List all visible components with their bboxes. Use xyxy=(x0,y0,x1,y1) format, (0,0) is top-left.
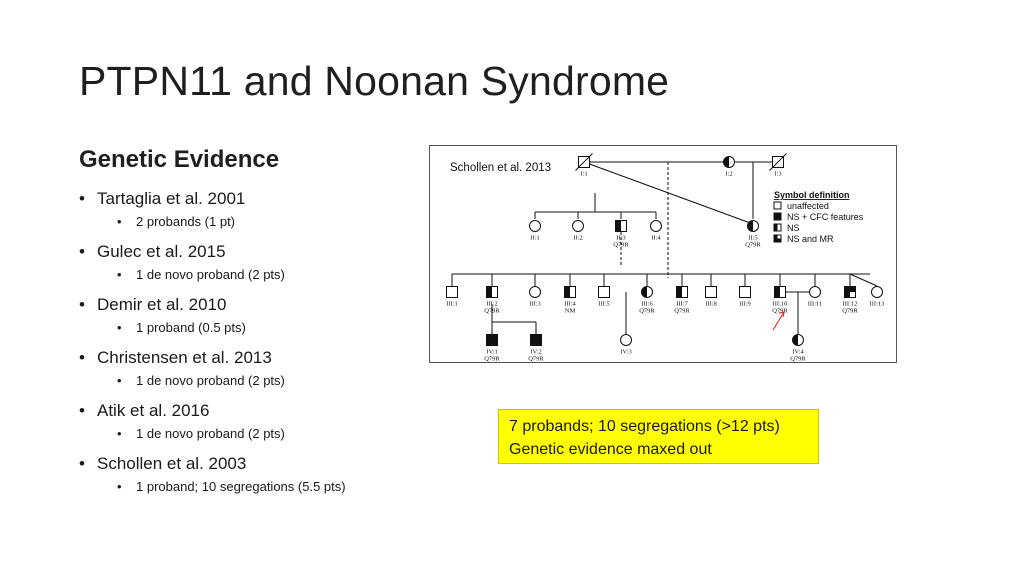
evidence-citation: • Tartaglia et al. 2001 xyxy=(79,186,419,212)
evidence-detail: • 1 proband (0.5 pts) xyxy=(79,318,419,345)
individual-id: II:5 xyxy=(748,234,758,242)
individual-id: III:3 xyxy=(529,300,541,308)
pedigree-individual xyxy=(651,221,662,242)
pedigree-individual xyxy=(745,221,761,249)
proband-arrow-icon xyxy=(773,312,784,330)
pedigree-individual xyxy=(529,287,541,308)
individual-id: I:2 xyxy=(725,170,733,178)
legend-item-label: unaffected xyxy=(787,201,829,211)
individual-id: IV:1 xyxy=(486,348,498,356)
pedigree-diagram xyxy=(430,146,898,364)
pedigree-individual xyxy=(639,287,655,315)
half-fill xyxy=(616,221,622,232)
individual-id: III:5 xyxy=(598,300,610,308)
female-symbol xyxy=(530,287,541,298)
individual-id: II:3 xyxy=(616,234,626,242)
pedigree-individual xyxy=(724,157,735,178)
pedigree-individual xyxy=(808,287,823,308)
individual-id: III:7 xyxy=(676,300,688,308)
half-fill xyxy=(565,287,571,298)
female-symbol xyxy=(621,335,632,346)
individual-id: II:2 xyxy=(573,234,583,242)
pedigree-individual xyxy=(576,154,593,178)
legend-ns-mr-icon-fill xyxy=(778,239,782,243)
pedigree-individual xyxy=(528,335,544,363)
pedigree-caption: Schollen et al. 2013 xyxy=(450,162,552,174)
evidence-item xyxy=(79,239,419,292)
individual-id: IV:4 xyxy=(792,348,804,356)
male-symbol xyxy=(740,287,751,298)
pedigree-individual xyxy=(446,287,458,308)
evidence-citation: • Christensen et al. 2013 xyxy=(79,345,419,371)
individual-genotype: Q79R xyxy=(745,241,761,249)
legend-item-label: NS + CFC features xyxy=(787,212,864,222)
individual-genotype: Q79R xyxy=(528,355,544,363)
pedigree-individual xyxy=(598,287,610,308)
pedigree-symbols xyxy=(446,154,884,363)
male-symbol xyxy=(531,335,542,346)
pedigree-individual xyxy=(613,221,629,249)
half-fill xyxy=(487,287,493,298)
female-symbol xyxy=(530,221,541,232)
half-fill xyxy=(677,287,683,298)
individual-id: III:2 xyxy=(486,300,498,308)
summary-callout xyxy=(498,409,819,464)
pedigree-individual xyxy=(484,335,500,363)
pedigree-individual xyxy=(573,221,584,242)
evidence-citation: • Atik et al. 2016 xyxy=(79,398,419,424)
evidence-item xyxy=(79,345,419,398)
individual-genotype: Q79R xyxy=(790,355,806,363)
evidence-detail: • 2 probands (1 pt) xyxy=(79,212,419,239)
pedigree-individual xyxy=(530,221,541,242)
legend-ns-mr-icon-fill xyxy=(774,235,778,242)
individual-id: III:13 xyxy=(869,300,885,308)
pedigree-individual xyxy=(772,287,788,315)
individual-id: III:11 xyxy=(807,300,823,308)
pedigree-individual xyxy=(674,287,690,315)
individual-id: III:1 xyxy=(446,300,458,308)
slide-title: PTPN11 and Noonan Syndrome xyxy=(79,58,670,104)
individual-id: III:9 xyxy=(739,300,751,308)
individual-genotype: Q79R xyxy=(674,307,690,315)
evidence-item xyxy=(79,292,419,345)
evidence-detail: • 1 de novo proband (2 pts) xyxy=(79,265,419,292)
pedigree-individual xyxy=(870,287,885,308)
individual-genotype: Q79R xyxy=(484,307,500,315)
individual-id: IV:2 xyxy=(530,348,542,356)
legend-heading: Symbol definition xyxy=(774,190,850,200)
individual-genotype: Q79R xyxy=(484,355,500,363)
evidence-detail: • 1 de novo proband (2 pts) xyxy=(79,371,419,398)
pedigree-individual xyxy=(739,287,751,308)
individual-genotype: Q79R xyxy=(842,307,858,315)
individual-id: II:4 xyxy=(651,234,661,242)
individual-genotype: Q79R xyxy=(772,307,788,315)
individual-id: I:1 xyxy=(580,170,588,178)
evidence-detail: • 1 proband; 10 segregations (5.5 pts) xyxy=(79,477,419,504)
individual-id: III:12 xyxy=(842,300,858,308)
pedigree-individual xyxy=(842,287,858,315)
evidence-item xyxy=(79,451,419,504)
pedigree-individual xyxy=(620,335,631,356)
section-heading: Genetic Evidence xyxy=(79,146,280,173)
evidence-list xyxy=(79,186,419,504)
evidence-citation: • Gulec et al. 2015 xyxy=(79,239,419,265)
female-symbol xyxy=(872,287,883,298)
female-symbol xyxy=(810,287,821,298)
pedigree-individual xyxy=(705,287,717,308)
female-symbol xyxy=(573,221,584,232)
male-symbol xyxy=(706,287,717,298)
legend-ns-cfc-icon xyxy=(774,213,781,220)
pedigree-legend xyxy=(774,190,864,244)
evidence-item xyxy=(79,398,419,451)
individual-id: III:8 xyxy=(705,300,717,308)
legend-unaffected-icon xyxy=(774,202,781,209)
half-fill xyxy=(724,157,730,168)
pedigree-figure xyxy=(429,145,897,363)
individual-genotype: Q79R xyxy=(613,241,629,249)
individual-id: III:6 xyxy=(641,300,653,308)
individual-id: I:3 xyxy=(774,170,782,178)
pedigree-connectors xyxy=(452,162,877,338)
half-fill xyxy=(793,335,799,346)
legend-ns-icon-fill xyxy=(774,224,778,231)
half-fill xyxy=(845,287,851,298)
pedigree-individual xyxy=(564,287,576,315)
legend-item-label: NS xyxy=(787,223,800,233)
evidence-citation: • Schollen et al. 2003 xyxy=(79,451,419,477)
male-symbol xyxy=(447,287,458,298)
individual-genotype: Q79R xyxy=(639,307,655,315)
male-symbol xyxy=(599,287,610,298)
half-fill xyxy=(642,287,648,298)
evidence-detail: • 1 de novo proband (2 pts) xyxy=(79,424,419,451)
pedigree-individual xyxy=(770,154,787,178)
legend-item-label: NS and MR xyxy=(787,234,834,244)
individual-id: II:1 xyxy=(530,234,540,242)
male-symbol xyxy=(487,335,498,346)
callout-line: 7 probands; 10 segregations (>12 pts) xyxy=(509,418,780,435)
individual-id: IV:3 xyxy=(620,348,632,356)
pedigree-individual xyxy=(790,335,806,363)
half-fill xyxy=(775,287,781,298)
female-symbol xyxy=(651,221,662,232)
individual-id: III:4 xyxy=(564,300,576,308)
evidence-item xyxy=(79,186,419,239)
callout-line: Genetic evidence maxed out xyxy=(509,441,712,458)
individual-genotype: NM xyxy=(564,307,576,315)
pedigree-individual xyxy=(484,287,500,315)
quarter-fill xyxy=(850,287,856,293)
individual-id: III:10 xyxy=(772,300,788,308)
evidence-citation: • Demir et al. 2010 xyxy=(79,292,419,318)
